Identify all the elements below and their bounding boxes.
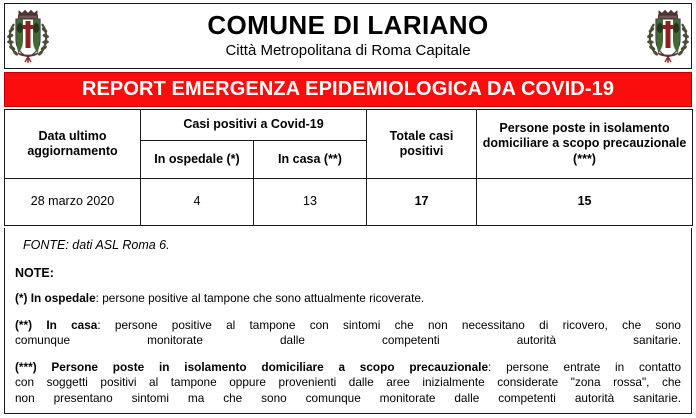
column-header-date: Data ultimo aggiornamento: [5, 110, 141, 179]
note-3-marker: (***) Persone poste in isolamento domiciliare a scopo precauzionale: [15, 359, 489, 374]
note-2-marker: (**) In casa: [15, 317, 98, 332]
note-3-body-line2: con soggetti positivi al tampone oppure provenienti dalle aree inizialmente considerate "zona rossa", che: [15, 375, 681, 390]
masthead: [4, 3, 692, 69]
page-title: COMUNE DI LARIANO: [207, 9, 489, 40]
report-banner: [4, 72, 692, 107]
report-banner-text: REPORT EMERGENZA EPIDEMIOLOGICA DA COVID-19: [81, 78, 615, 100]
cell-date: 28 marzo 2020: [5, 179, 141, 226]
cell-isolation: 15: [477, 179, 693, 226]
masthead-text: [51, 9, 645, 61]
note-3-body-line3: non presentano sintomi ma che sono comunque monitorate dalle competenti autorità sanitarie.: [15, 390, 681, 405]
source-line: FONTE: dati ASL Roma 6.: [23, 238, 170, 252]
column-header-cases-group: Casi positivi a Covid-19: [141, 110, 367, 141]
note-1-marker: (*) In ospedale: [15, 291, 96, 305]
table-header-row-1: [5, 110, 693, 141]
column-header-total-cases: Totale casi positivi: [367, 110, 477, 179]
note-at-home: [15, 318, 681, 349]
note-2-body-line1: : persone positive al tampone con sintomi che non necessitano di ricovero, che sono: [97, 317, 681, 332]
column-header-at-home: In casa (**): [254, 141, 367, 179]
column-header-in-hospital: In ospedale (*): [141, 141, 254, 179]
note-in-hospital: [15, 291, 681, 307]
cell-in-hospital: 4: [141, 179, 254, 226]
table-row: [5, 179, 693, 226]
column-header-isolation: Persone poste in isolamento domiciliare a scopo precauzionale (***): [477, 110, 693, 179]
note-1-body: : persone positive al tampone che sono attualmente ricoverate.: [95, 291, 425, 305]
note-3-body-line1: : persone entrate in contatto: [488, 359, 682, 374]
coat-of-arms-icon-right: [645, 8, 691, 64]
report-table: [4, 109, 693, 226]
note-isolation: [15, 360, 681, 407]
coat-of-arms-icon-left: [5, 8, 51, 64]
cell-total-cases: 17: [367, 179, 477, 226]
report-table-wrapper: [4, 109, 692, 226]
page-subtitle: Città Metropolitana di Roma Capitale: [225, 42, 471, 60]
note-2-body-line2: comunque monitorate dalle competenti autorità sanitarie.: [15, 333, 681, 348]
cell-at-home: 13: [254, 179, 367, 226]
notes-section: [4, 228, 692, 414]
notes-heading: NOTE:: [15, 266, 54, 280]
